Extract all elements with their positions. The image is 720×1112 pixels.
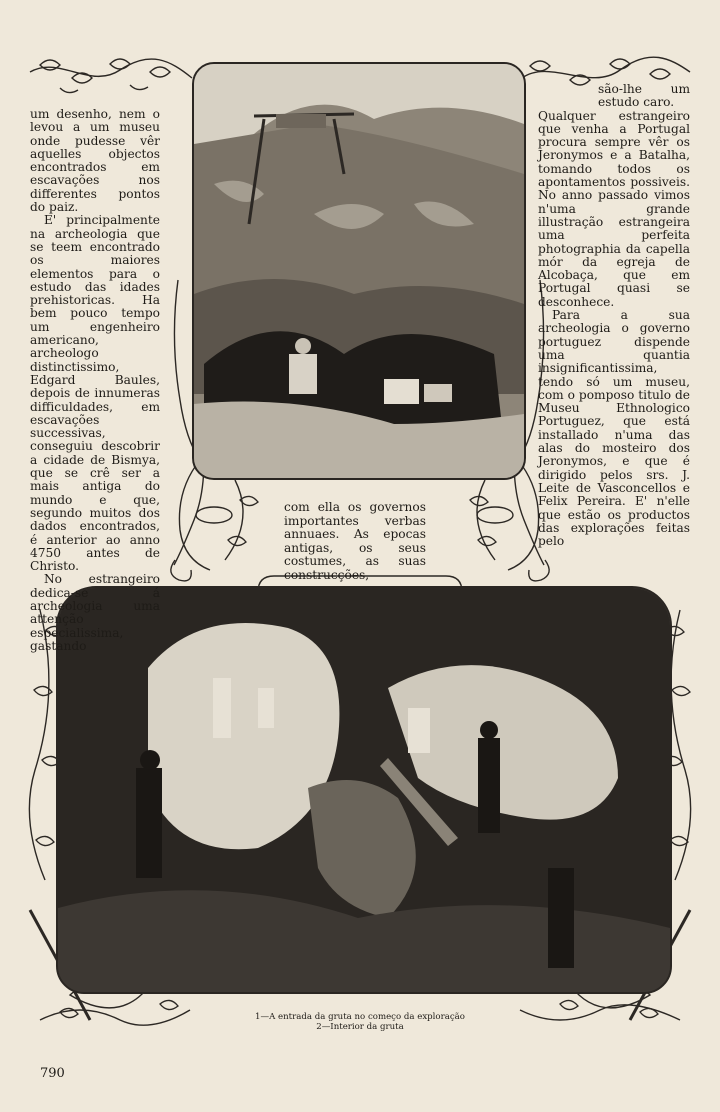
right-paragraph-2: Para a sua archeologia o governo portuguez dispende uma quantia insignificantissima, tendo só um museu, com o pomposo titulo de Museu Ethnologico Portuguez, que está installado n'uma das alas do mosteiro dos Jeronymos, e que é dirigido pelos srs. J. Leite de Vasconcellos e Felix Pereira. E' n'elle que estão os productos das explorações feitas pelo <box>538 308 690 549</box>
right-text-column <box>538 83 690 548</box>
cave-entrance-illustration <box>194 64 524 478</box>
photo-cave-entrance <box>192 62 526 480</box>
left-text-column <box>30 108 160 653</box>
right-lead-line: são-lhe um estudo caro. <box>598 82 690 110</box>
left-paragraph-1: um desenho, nem o levou a um museu onde pudesse vêr aquelles objectos encontrados em escavações nos differentes pontos do paiz. <box>30 107 160 215</box>
left-paragraph-2: E' principalmente na archeologia que se teem encontrado os maiores elementos para o estudo das idades prehistoricas. Ha bem pouco tempo um engenheiro americano, archeologo distinctissimo, Edgard Baules, depois de innumeras difficuldades, em escavações successivas, conseguiu descobrir a cidade de Bismya, que se crê ser a mais antiga do mundo e que, segundo muitos dos dados encontrados, é anterior ao anno 4750 antes de Christo. <box>30 213 160 574</box>
left-paragraph-3: No estrangeiro dedica-se á archeologia uma attenção especialissima, gastando <box>30 572 160 653</box>
right-paragraph-1: Qualquer estrangeiro que venha a Portugal procura sempre vêr os Jeronymos e a Batalha, tomando todos os apontamentos possiveis. No anno passado vimos n'uma grande illustração estrangeira uma perfeita photographia da capella mór da egreja de Alcobaça, que em Portugal quasi se desconhece. <box>538 108 690 309</box>
middle-text-column <box>284 501 426 583</box>
middle-paragraph: com ella os governos importantes verbas annuaes. As epocas antigas, os seus costumes, as suas construcções, <box>284 500 426 582</box>
caption-2: 2—Interior da gruta <box>316 1022 404 1032</box>
photo-captions <box>200 1012 520 1032</box>
page-number: 790 <box>40 1066 65 1081</box>
caption-1: 1—A entrada da gruta no começo da exploração <box>255 1012 465 1022</box>
